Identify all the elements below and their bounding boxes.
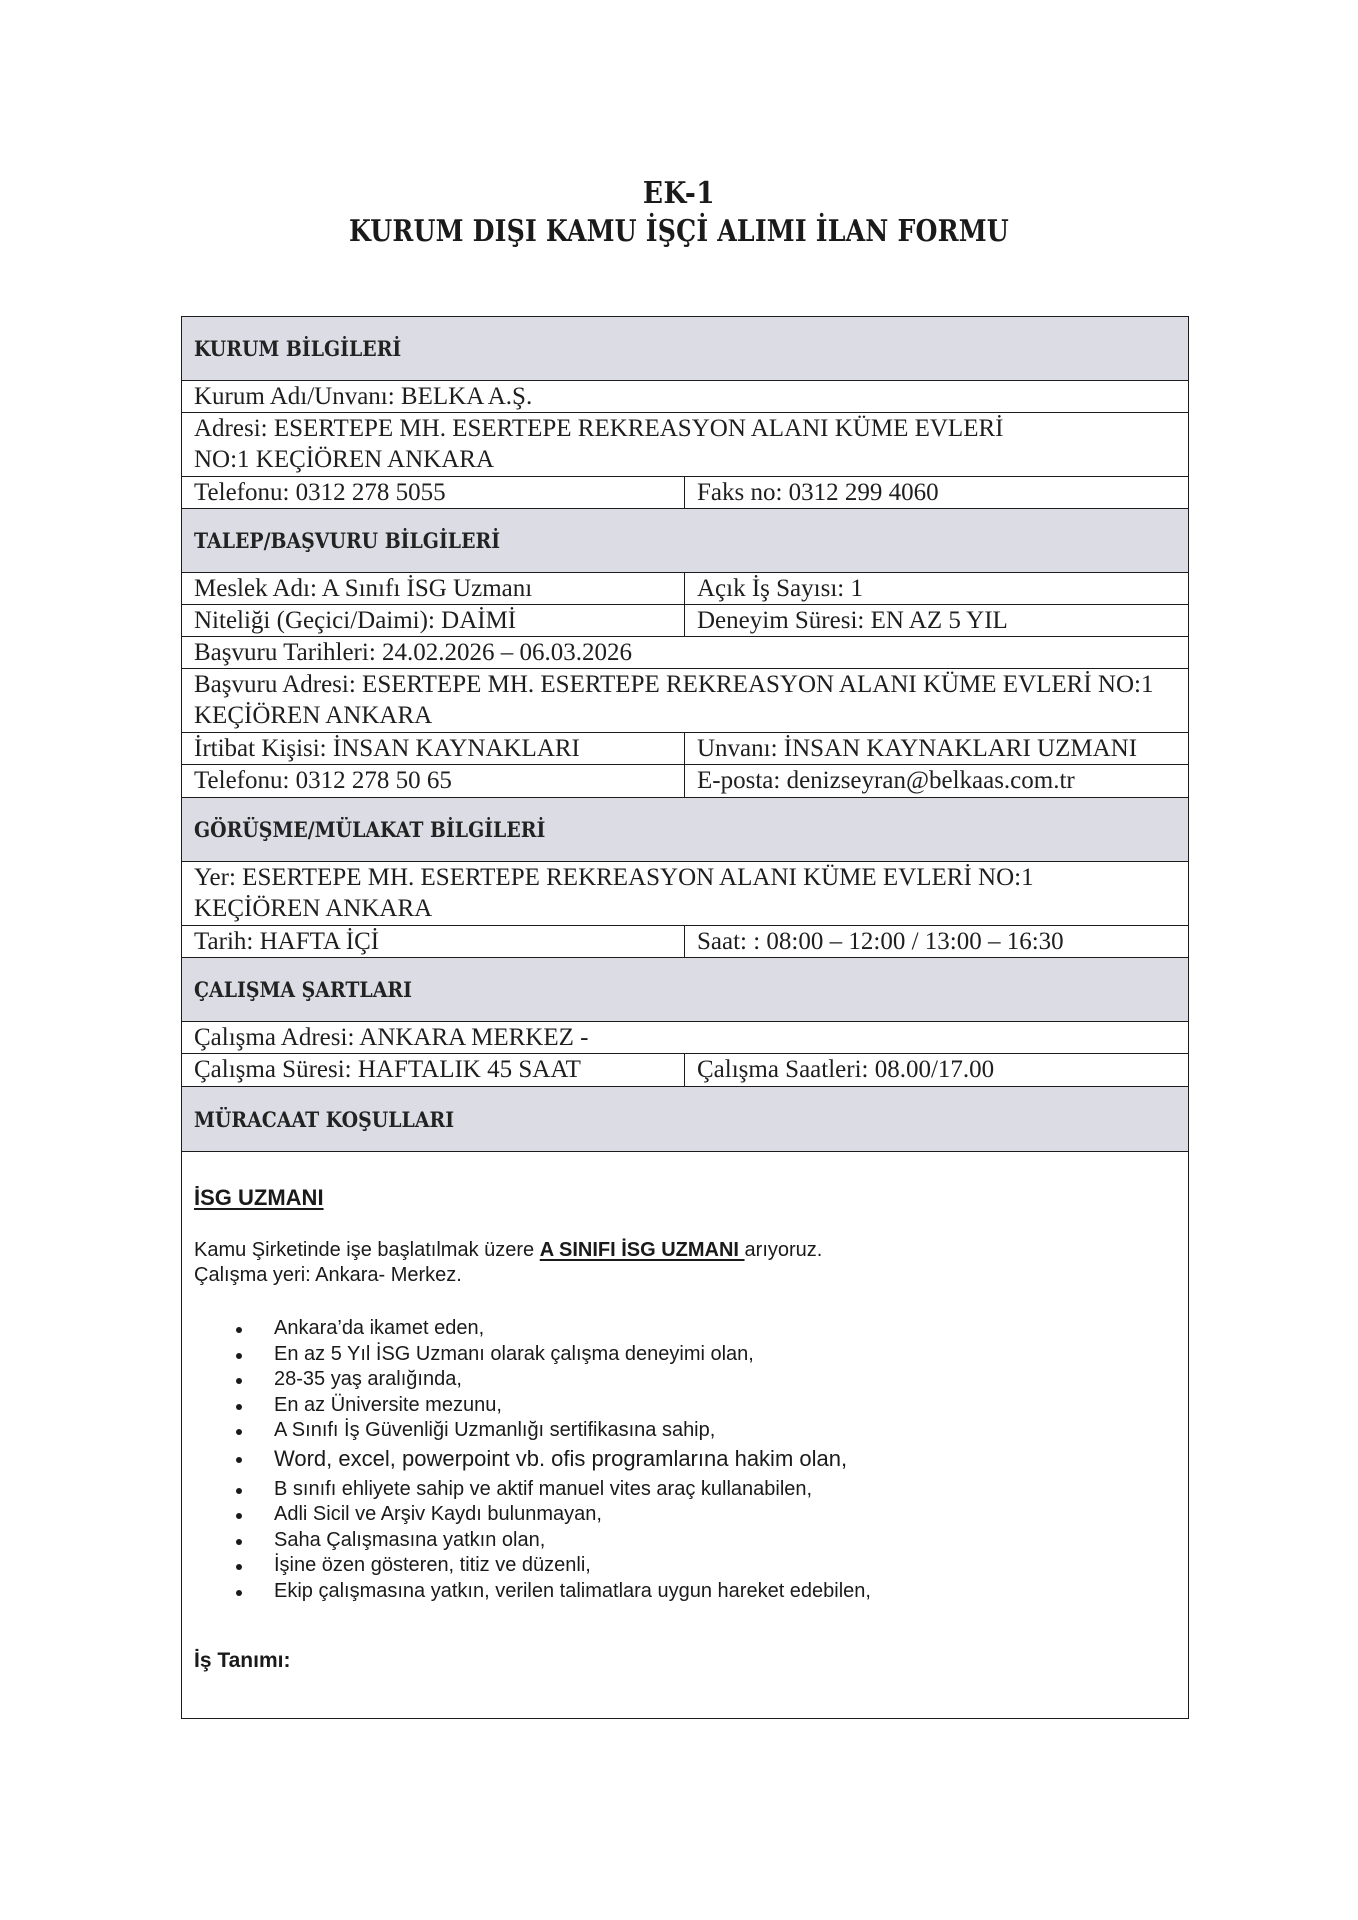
section-title: TALEP/BAŞVURU BİLGİLERİ (194, 528, 501, 553)
requirement-item: 28-35 yaş aralığında, (232, 1367, 871, 1393)
employment-nature: Niteliği (Geçici/Daimi): DAİMİ (182, 605, 685, 636)
row-nature (182, 605, 1188, 637)
intro-text (194, 1238, 822, 1288)
contact-phone: Telefonu: 0312 278 50 65 (182, 765, 685, 797)
intro-prefix: Kamu Şirketinde işe başlatılmak üzere (194, 1239, 540, 1261)
application-conditions (182, 1152, 1188, 1719)
row-contact (182, 733, 1188, 765)
requirements-list (232, 1316, 871, 1604)
annex-label: EK-1 (642, 176, 716, 211)
section-header-muracaat (182, 1087, 1188, 1152)
work-address: Çalışma Adresi: ANKARA MERKEZ - (194, 1024, 589, 1051)
row-contact-phone (182, 765, 1188, 798)
row-occupation (182, 573, 1188, 605)
section-title: KURUM BİLGİLERİ (194, 336, 402, 361)
experience: Deneyim Süresi: EN AZ 5 YIL (697, 607, 1008, 634)
requirement-item: Word, excel, powerpoint vb. ofis programlarına hakim olan, (232, 1444, 871, 1474)
contact-email[interactable]: E-posta: denizseyran@belkaas.com.tr (697, 767, 1075, 794)
institution-fax: Faks no: 0312 299 4060 (697, 479, 939, 506)
row-institution-name (182, 381, 1188, 413)
row-application-dates (182, 637, 1188, 669)
section-title: GÖRÜŞME/MÜLAKAT BİLGİLERİ (194, 817, 546, 842)
contact-title: Unvanı: İNSAN KAYNAKLARI UZMANI (697, 735, 1138, 762)
requirement-item: En az 5 Yıl İSG Uzmanı olarak çalışma deneyimi olan, (232, 1342, 871, 1368)
form-title: KURUM DIŞI KAMU İŞÇİ ALIMI İLAN FORMU (349, 214, 1009, 249)
institution-phone: Telefonu: 0312 278 5055 (182, 477, 685, 508)
interview-hours: Saat: : 08:00 – 12:00 / 13:00 – 16:30 (697, 928, 1064, 955)
section-title: ÇALIŞMA ŞARTLARI (194, 977, 412, 1002)
intro-suffix: arıyoruz. (744, 1239, 823, 1261)
interview-place: Yer: ESERTEPE MH. ESERTEPE REKREASYON ALANI KÜME EVLERİ NO:1 KEÇİÖREN ANKARA (194, 864, 1034, 922)
row-interview-place (182, 862, 1188, 926)
work-hours: Çalışma Saatleri: 08.00/17.00 (697, 1056, 995, 1083)
row-work-duration (182, 1054, 1188, 1087)
row-interview-time (182, 926, 1188, 958)
requirement-item: Saha Çalışmasına yatkın olan, (232, 1528, 871, 1554)
application-dates: Başvuru Tarihleri: 24.02.2026 – 06.03.2026 (194, 639, 633, 666)
requirement-item: A Sınıfı İş Güvenliği Uzmanlığı sertifikasına sahip, (232, 1418, 871, 1444)
announcement-form (181, 316, 1189, 1719)
open-positions: Açık İş Sayısı: 1 (697, 575, 863, 602)
intro-line (194, 1238, 822, 1263)
contact-person: İrtibat Kişisi: İNSAN KAYNAKLARI (182, 733, 685, 764)
requirement-item: Adli Sicil ve Arşiv Kaydı bulunmayan, (232, 1502, 871, 1528)
requirement-item: En az Üniversite mezunu, (232, 1393, 871, 1419)
work-duration: Çalışma Süresi: HAFTALIK 45 SAAT (182, 1054, 685, 1086)
requirement-item: B sınıfı ehliyete sahip ve aktif manuel vites araç kullanabilen, (232, 1477, 871, 1503)
intro-highlight: A SINIFI İSG UZMANI (539, 1239, 745, 1261)
row-institution-address (182, 413, 1188, 477)
requirement-item: Ekip çalışmasına yatkın, verilen talimatlara uygun hareket edebilen, (232, 1579, 871, 1605)
institution-address: Adresi: ESERTEPE MH. ESERTEPE REKREASYON ALANI KÜME EVLERİ NO:1 KEÇİÖREN ANKARA (194, 415, 1004, 473)
section-header-talep (182, 509, 1188, 573)
job-description-label: İş Tanımı: (194, 1649, 291, 1672)
section-header-gorusme (182, 798, 1188, 862)
occupation: Meslek Adı: A Sınıfı İSG Uzmanı (182, 573, 685, 604)
requirement-item: İşine özen gösteren, titiz ve düzenli, (232, 1553, 871, 1579)
section-header-calisma (182, 958, 1188, 1022)
job-title: İSG UZMANI (194, 1185, 324, 1210)
workplace: Çalışma yeri: Ankara- Merkez. (194, 1264, 462, 1286)
section-title: MÜRACAAT KOŞULLARI (194, 1106, 455, 1132)
row-application-address (182, 669, 1188, 733)
row-work-address (182, 1022, 1188, 1054)
interview-date: Tarih: HAFTA İÇİ (182, 926, 685, 957)
institution-name: Kurum Adı/Unvanı: BELKA A.Ş. (194, 383, 533, 410)
row-institution-contact (182, 477, 1188, 509)
requirement-item: Ankara’da ikamet eden, (232, 1316, 871, 1342)
application-address: Başvuru Adresi: ESERTEPE MH. ESERTEPE REKREASYON ALANI KÜME EVLERİ NO:1 KEÇİÖREN ANKARA (194, 671, 1154, 729)
section-header-kurum (182, 317, 1188, 381)
